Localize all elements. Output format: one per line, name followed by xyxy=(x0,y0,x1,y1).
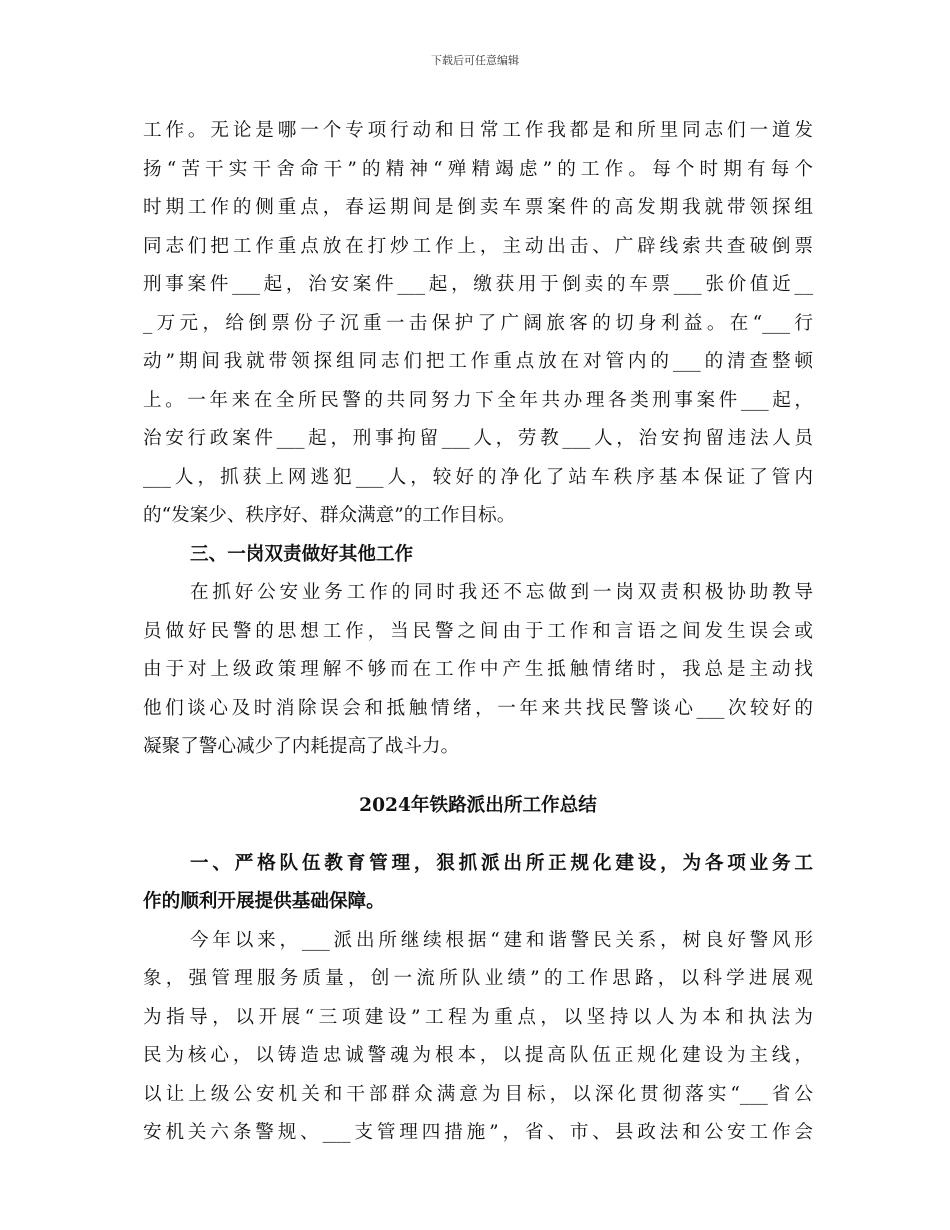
page-header-note: 下载后可任意编辑 xyxy=(431,54,519,67)
text-line: 同志们把工作重点放在打炒工作上，主动出击、广辟线索共查破倒票 xyxy=(143,235,813,257)
document-body xyxy=(143,112,813,1153)
text-line: _万元，给倒票份子沉重一击保护了广阔旅客的切身利益。在“___行 xyxy=(143,312,813,334)
text-line: 扬“苦干实干舍命干”的精神“殚精竭虑”的工作。每个时期有每个 xyxy=(143,158,813,180)
text-line: 安机关六条警规、___支管理四措施”，省、市、县政法和公安工作会 xyxy=(143,1122,813,1143)
text-line: 在抓好公安业务工作的同时我还不忘做到一岗双责积极协助教导 xyxy=(190,582,813,603)
document-title: 2024年铁路派出所工作总结 xyxy=(359,794,597,816)
text-line: 员做好民警的思想工作，当民警之间由于工作和言语之间发生误会或 xyxy=(143,620,813,642)
text-line: 上。一年来在全所民警的共同努力下全年共办理各类刑事案件___起， xyxy=(143,389,813,411)
text-line: 时期工作的侧重点，春运期间是倒卖车票案件的高发期我就带领探组 xyxy=(143,197,813,218)
text-line: 凝聚了警心减少了内耗提高了战斗力。 xyxy=(143,736,460,757)
text-line: 由于对上级政策理解不够而在工作中产生抵触情绪时，我总是主动找 xyxy=(143,659,813,680)
text-line: 他们谈心及时消除误会和抵触情绪，一年来共找民警谈心___次较好的 xyxy=(143,697,813,719)
text-line: 为指导，以开展“三项建设”工程为重点，以坚持以人为本和执法为 xyxy=(143,1006,813,1028)
text-line: 工作。无论是哪一个专项行动和日常工作我都是和所里同志们一道发 xyxy=(143,120,813,141)
text-line: 以让上级公安机关和干部群众满意为目标，以深化贯彻落实“___省公 xyxy=(143,1083,813,1105)
text-line: 治安行政案件___起，刑事拘留___人，劳教___人，治安拘留违法人员 xyxy=(143,428,813,449)
section-heading: 作的顺利开展提供基础保障。 xyxy=(143,891,385,912)
text-line: 的“发案少、秩序好、群众满意”的工作目标。 xyxy=(143,505,516,526)
section-heading: 三、一岗双责做好其他工作 xyxy=(190,543,414,565)
text-line: 民为核心，以铸造忠诚警魂为根本，以提高队伍正规化建设为主线， xyxy=(143,1045,813,1066)
text-line: 刑事案件___起，治安案件___起，缴获用于倒卖的车票___张价值近__ xyxy=(143,274,813,295)
text-line: 象，强管理服务质量，创一流所队业绩”的工作思路，以科学进展观 xyxy=(143,968,813,989)
text-line: ___人，抓获上网逃犯___人，较好的净化了站车秩序基本保证了管内 xyxy=(143,466,813,488)
text-line: 今年以来，___派出所继续根据“建和谐警民关系，树良好警风形 xyxy=(190,929,813,951)
section-heading: 一、严格队伍教育管理，狠抓派出所正规化建设，为各项业务工 xyxy=(190,852,813,874)
text-line: 动”期间我就带领探组同志们把工作重点放在对管内的___的清查整顿 xyxy=(143,351,813,372)
